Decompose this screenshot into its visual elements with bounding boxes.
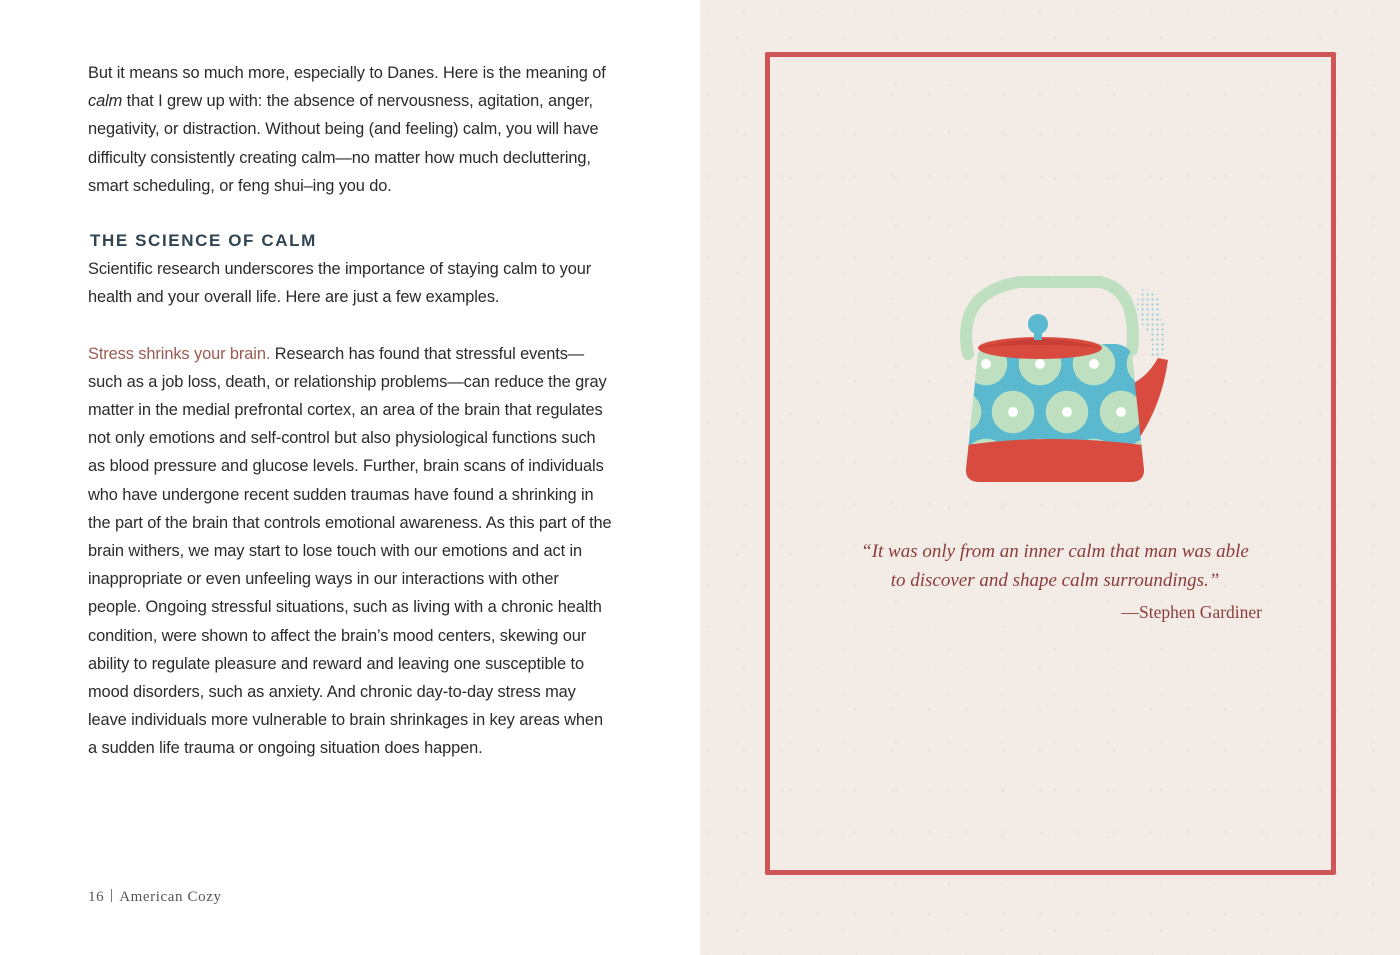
page-number: 16 [88, 889, 105, 905]
intro-text-part2: that I grew up with: the absence of nervousness, agitation, anger, negativity, or distraction. Without being (and feeling) calm, you will have difficulty consistently creating calm—no matter how much decluttering, smart scheduling, or feng shui–ing you do. [88, 92, 599, 195]
intro-text-part1: But it means so much more, especially to Danes. Here is the meaning of [88, 64, 606, 82]
teapot-illustration [950, 272, 1175, 504]
section-heading: THE SCIENCE OF CALM [90, 231, 317, 251]
text-column [88, 59, 613, 763]
pull-quote [800, 538, 1310, 595]
quote-line-1: “It was only from an inner calm that man was able [861, 541, 1249, 562]
paragraph-gap [88, 311, 613, 339]
right-page [700, 0, 1400, 955]
footer-divider [111, 889, 112, 902]
quote-attribution: —Stephen Gardiner [1121, 602, 1262, 622]
stress-paragraph [88, 340, 613, 763]
book-title: American Cozy [119, 889, 222, 905]
quote-line-2: to discover and shape calm surroundings.” [890, 569, 1220, 591]
intro-italic-word: calm [88, 92, 123, 111]
stress-body-text: Research has found that stressful events—such as a job loss, death, or relationship problems—can reduce the gray matter in the medial prefrontal cortex, an area of the brain that regulates not only emotions and self-control but also physiological functions such as blood pressure and glucose levels. Further, brain scans of individuals who have undergone recent sudden traumas have found a shrinking in the part of the brain that controls emotional awareness. As this part of the brain withers, we may start to lose touch with our emotions and act in inappropriate or even unfeeling ways in our interactions with other people. Ongoing stressful situations, such as living with a chronic health condition, were shown to affect the brain’s mood centers, skewing our ability to regulate pleasure and reward and leaving one susceptible to mood disorders, such as anxiety. And chronic day-to-day stress may leave individuals more vulnerable to brain shrinkages in key areas when a sudden life trauma or ongoing situation does happen. [88, 344, 612, 758]
section-intro-paragraph: Scientific research underscores the importance of staying calm to your health and your overall life. Here are just a few examples. [88, 260, 592, 307]
page-footer [88, 889, 222, 906]
intro-paragraph [88, 59, 613, 200]
stress-lead-phrase: Stress shrinks your brain. [88, 344, 271, 363]
